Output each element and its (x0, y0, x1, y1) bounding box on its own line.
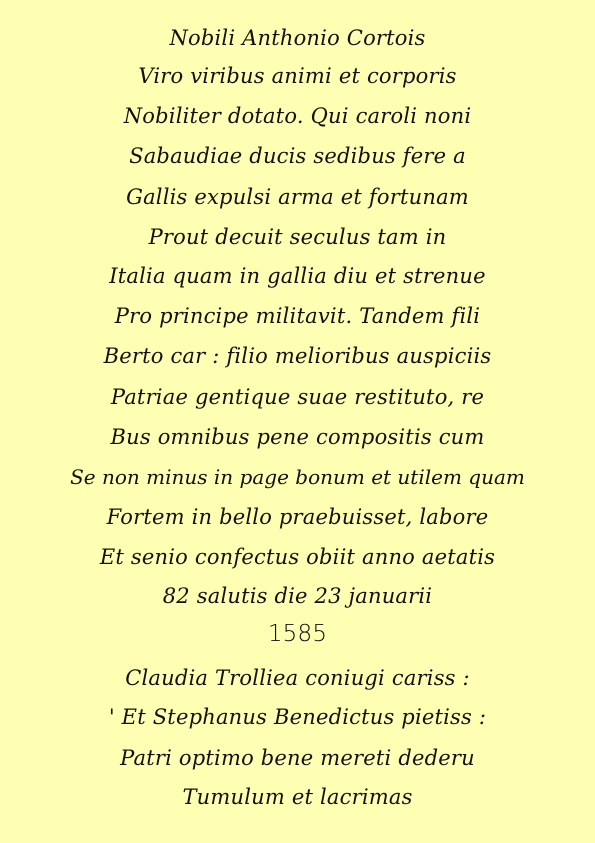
inscription-line-18: ' Et Stephanus Benedictus pietiss : (108, 705, 487, 729)
inscription-line-14: Et senio confectus obiit anno aetatis (99, 545, 496, 569)
inscription-line-3: Nobiliter dotato. Qui caroli noni (123, 104, 472, 128)
inscription-line-4: Sabaudiae ducis sedibus fere a (129, 144, 466, 168)
inscription-line-1: Nobili Anthonio Cortois (169, 26, 426, 50)
inscription-line-20: Tumulum et lacrimas (182, 785, 413, 809)
inscription-line-2: Viro viribus animi et corporis (138, 64, 457, 88)
inscription-line-9: Berto car : filio melioribus auspiciis (103, 344, 492, 368)
inscription-line-6: Prout decuit seculus tam in (148, 225, 447, 249)
inscription-line-8: Pro principe militavit. Tandem fili (114, 304, 481, 328)
inscription-line-12: Se non minus in page bonum et utilem quam (70, 465, 525, 489)
inscription-year: 1585 (267, 621, 328, 647)
inscription-line-19: Patri optimo bene mereti dederu (120, 746, 475, 770)
inscription-line-13: Fortem in bello praebuisset, labore (106, 505, 489, 529)
inscription-line-7: Italia quam in gallia diu et strenue (109, 264, 486, 288)
inscription-line-5: Gallis expulsi arma et fortunam (126, 185, 469, 209)
inscription-line-10: Patriae gentique suae restituto, re (110, 385, 485, 409)
inscription-line-17: Claudia Trolliea coniugi cariss : (125, 666, 470, 690)
inscription-line-15: 82 salutis die 23 januarii (162, 584, 433, 608)
inscription-line-11: Bus omnibus pene compositis cum (110, 425, 485, 449)
